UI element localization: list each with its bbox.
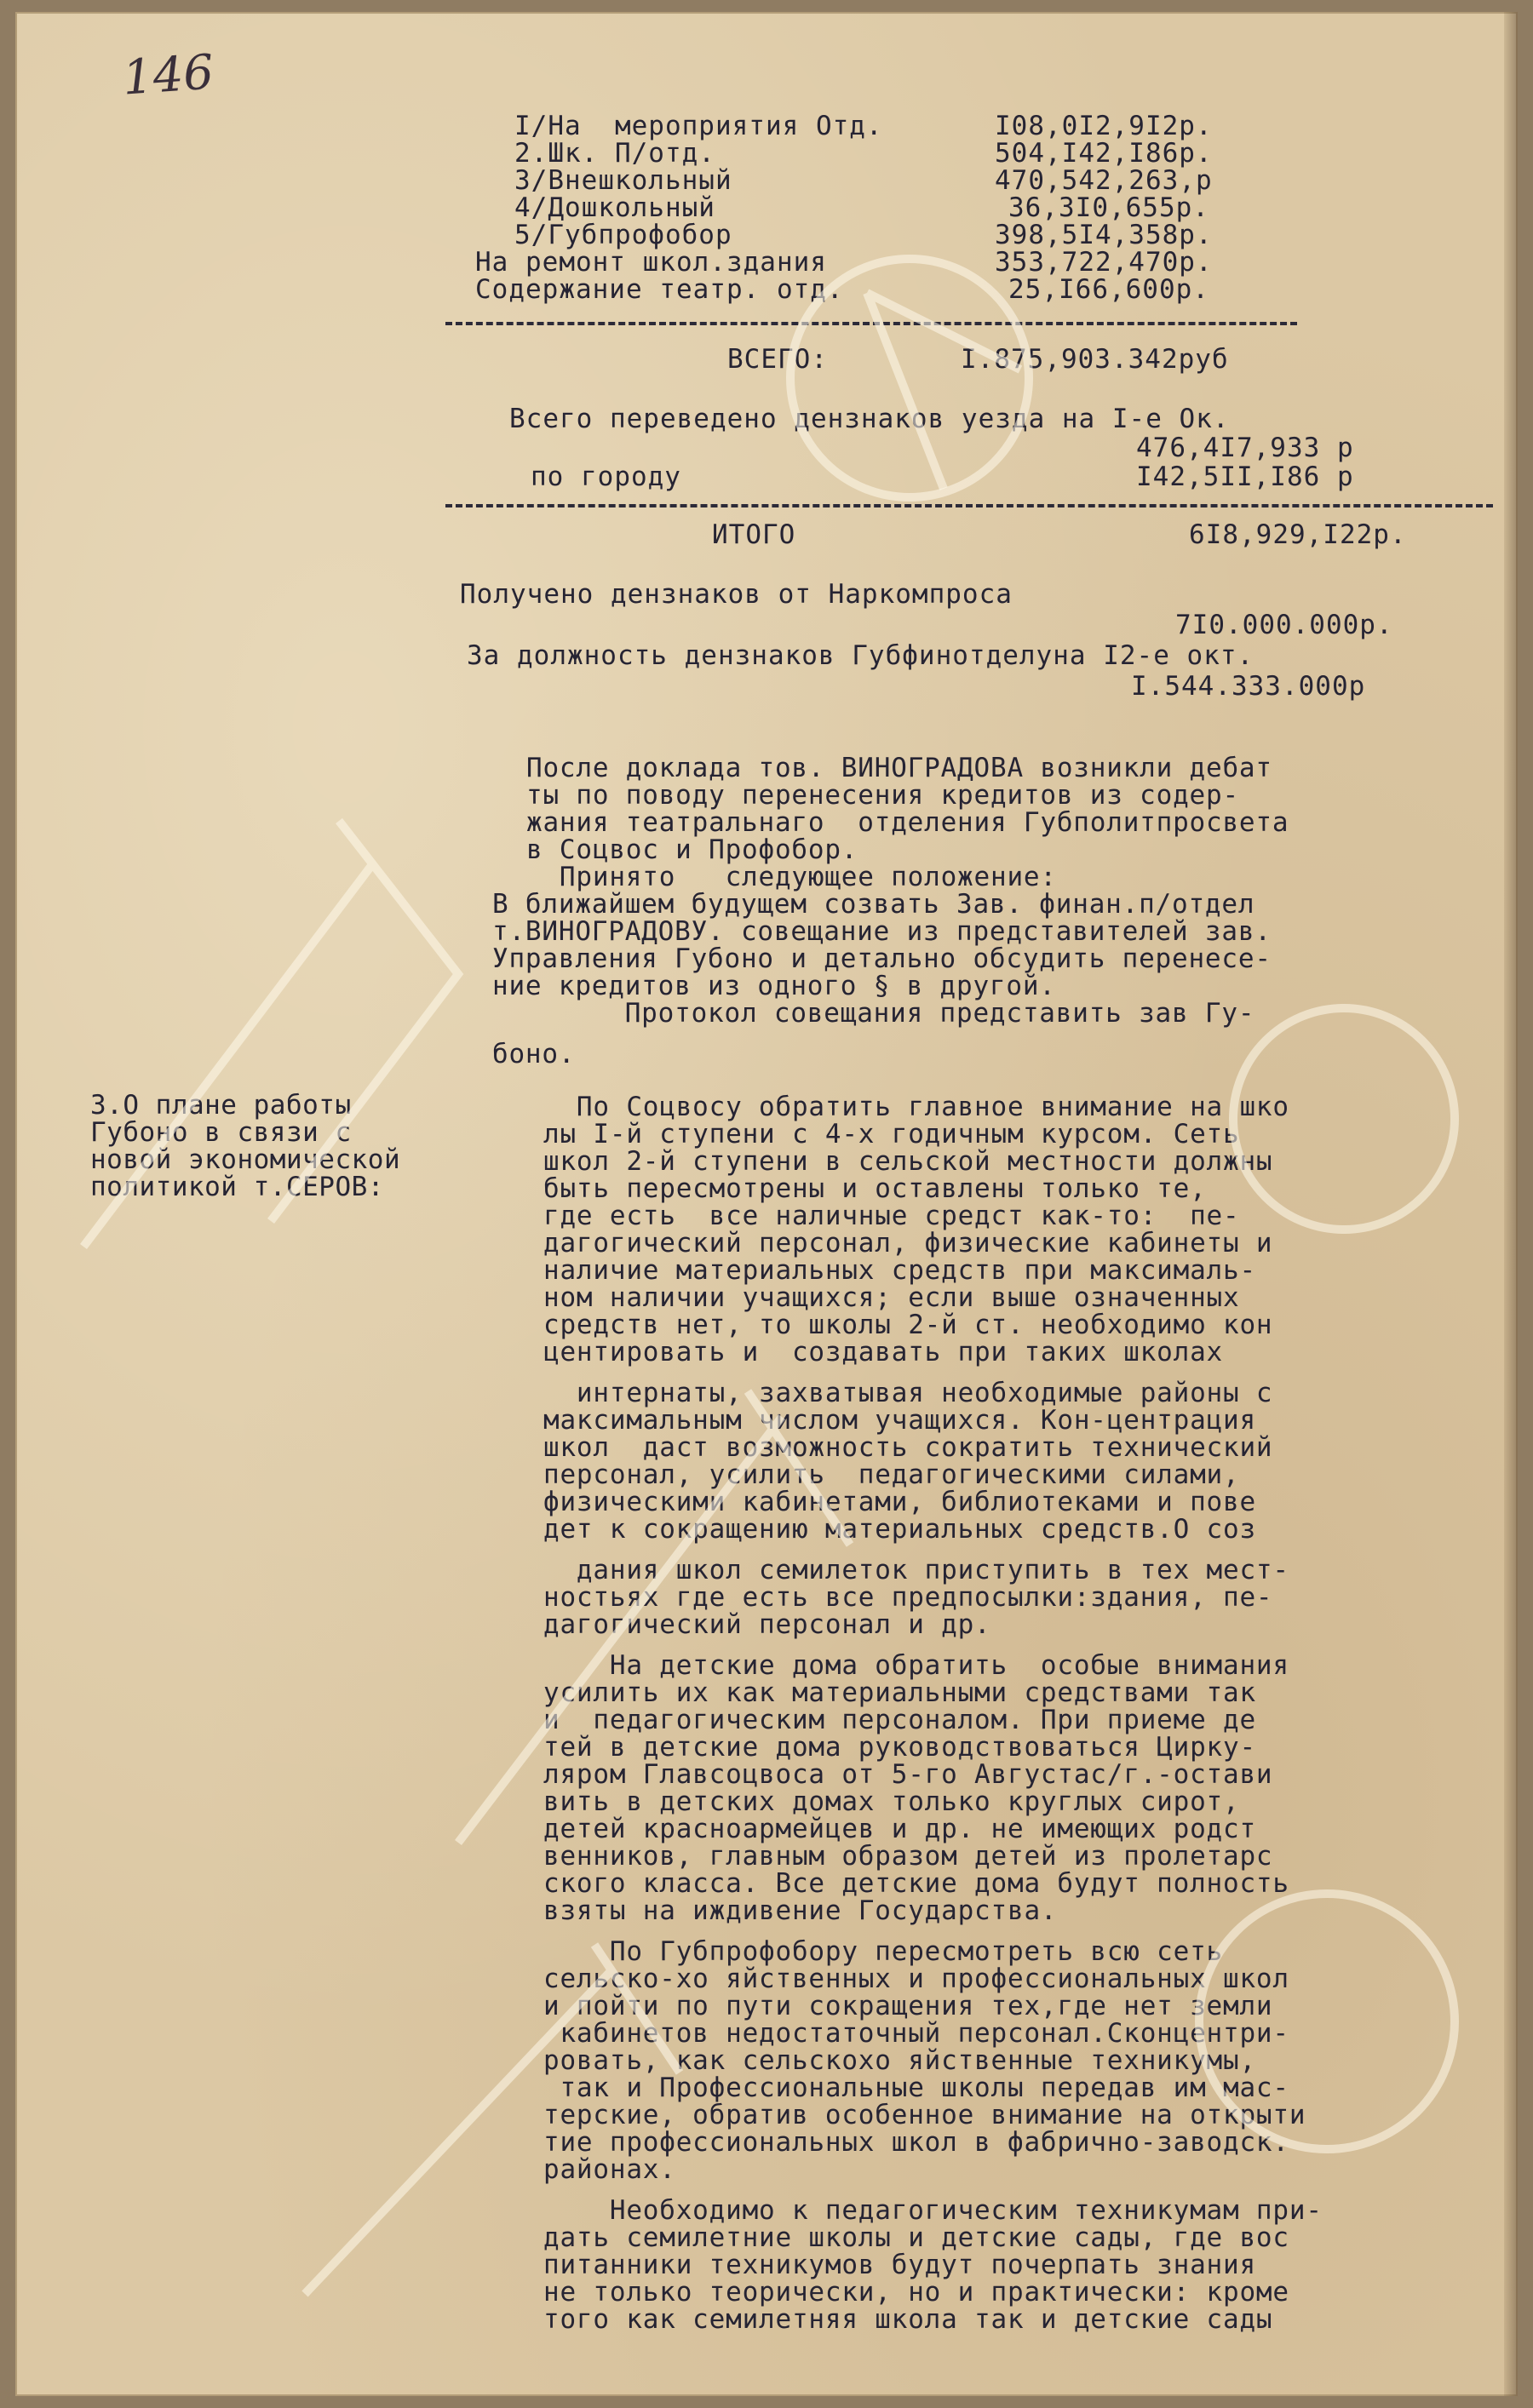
text-line: интернаты, захватывая необходимые районы с: [543, 1378, 1273, 1408]
text-line: быть пересмотрены и оставлены только те,: [543, 1173, 1207, 1204]
itogo-label: ИТОГО: [712, 519, 796, 550]
text-line: ностьях где есть все предпосылки:здания, пе-: [543, 1582, 1273, 1613]
text-line: дагогический персонал и др.: [543, 1609, 991, 1640]
budget-item-amount: 36,3I0,655р.: [1008, 192, 1209, 223]
text-line: Протокол совещания представить зав Гу-: [492, 998, 1255, 1029]
text-line: терские, обратив особенное внимание на открыти: [543, 2100, 1306, 2130]
margin-note-line: Губоно в связи с: [90, 1117, 352, 1148]
text-line: детей красноармейцев и др. не имеющих родст: [543, 1814, 1256, 1844]
text-line: По Губпрофобору пересмотреть всю сеть: [543, 1936, 1224, 1967]
budget-item-amount: 353,722,470р.: [995, 247, 1213, 278]
text-line: так и Профессиональные школы передав им мас-: [543, 2073, 1289, 2103]
text-line: дать семилетние школы и детские сады, где вос: [543, 2222, 1289, 2253]
text-line: того как семилетняя школа так и детские сады: [543, 2304, 1273, 2335]
budget-item-label: 3/Внешкольный: [514, 165, 732, 196]
transferred-uezd-amount: 476,4I7,933 р: [1136, 433, 1354, 463]
margin-note-line: новой экономической: [90, 1144, 401, 1175]
text-line: кабинетов недостаточный персонал.Сконцентри-: [543, 2018, 1289, 2049]
text-line: наличие материальных средств при максималь-: [543, 1255, 1256, 1286]
margin-note-line: политикой т.СЕРОВ:: [90, 1172, 384, 1202]
text-line: ном наличии учащихся; если выше означенных: [543, 1282, 1240, 1313]
budget-item-amount: 398,5I4,358р.: [995, 220, 1213, 250]
text-line: школ 2-й ступени в сельской местности должны: [543, 1146, 1273, 1177]
text-line: По Соцвосу обратить главное внимание на шко: [543, 1092, 1289, 1122]
debt-line: За должность дензнаков Губфинотделуна I2-е окт.: [467, 640, 1255, 671]
text-line: максимальным числом учащихся. Кон-центрация: [543, 1405, 1256, 1436]
text-line: в Соцвос и Профобор.: [526, 834, 858, 865]
text-line: В ближайшем будущем созвать Зав. финан.п/отдел: [492, 889, 1255, 920]
transferred-city-label: по городу: [531, 462, 681, 492]
total-amount: I.875,903.342руб: [961, 344, 1229, 375]
text-line: физическими кабинетами, библиотеками и пове: [543, 1487, 1256, 1517]
text-line: жания театральнаго отделения Губполитпросвета: [526, 807, 1289, 838]
debt-amount: I.544.333.000р: [1131, 671, 1366, 702]
divider-line: [445, 322, 1297, 325]
budget-item-label: На ремонт школ.здания: [475, 247, 827, 278]
text-line: т.ВИНОГРАДОВУ. совещание из представителей зав.: [492, 916, 1272, 947]
text-line: Необходимо к педагогическим техникумам при-: [543, 2195, 1323, 2226]
total-label: ВСЕГО:: [727, 344, 828, 375]
margin-note-line: 3.О плане работы: [90, 1090, 352, 1121]
text-line: тей в детские дома руководствоваться Цирку-: [543, 1732, 1256, 1763]
handwritten-page-number: 146: [120, 44, 216, 106]
received-amount: 7I0.000.000р.: [1175, 610, 1393, 640]
transferred-city-amount: I42,5II,I86 р: [1136, 462, 1354, 492]
text-line: ние кредитов из одного § в другой.: [492, 971, 1056, 1001]
text-line: тие профессиональных школ в фабрично-заводск.: [543, 2127, 1289, 2158]
budget-item-label: 5/Губпрофобор: [514, 220, 732, 250]
text-line: средств нет, то школы 2-й ст. необходимо кон: [543, 1310, 1273, 1340]
text-line: персонал, усилить педагогическими силами,: [543, 1459, 1240, 1490]
text-line: бонo.: [492, 1039, 576, 1069]
text-line: ляром Главсоцвоса от 5-го Августас/г.-остави: [543, 1759, 1273, 1790]
text-line: не только теорически, но и практически: кроме: [543, 2277, 1289, 2308]
budget-item-amount: I08,0I2,9I2р.: [995, 111, 1213, 141]
text-line: На детские дома обратить особые внимания: [543, 1650, 1289, 1681]
archival-document-page: [15, 12, 1518, 2396]
text-line: районах.: [543, 2154, 676, 2185]
text-line: дания школ семилеток приступить в тех мест-: [543, 1555, 1289, 1585]
text-line: дагогический персонал, физические кабинеты и: [543, 1228, 1273, 1258]
text-line: Управления Губоно и детально обсудить перенесе-: [492, 943, 1272, 974]
text-line: вить в детских домах только круглых сирот,: [543, 1786, 1240, 1817]
text-line: После доклада тов. ВИНОГРАДОВА возникли дебат: [526, 753, 1272, 783]
text-line: ского класса. Все детские дома будут полность: [543, 1868, 1289, 1899]
divider-line: [445, 504, 1493, 507]
text-line: венников, главным образом детей из пролетарс: [543, 1841, 1273, 1872]
budget-item-label: Содержание театр. отд.: [475, 274, 844, 305]
text-line: школ даст возможность сократить технический: [543, 1432, 1273, 1463]
text-line: Принято следующее положение:: [526, 862, 1057, 892]
text-line: усилить их как материальными средствами так: [543, 1677, 1256, 1708]
budget-item-amount: 504,I42,I86р.: [995, 138, 1213, 169]
text-line: ровать, как сельскохо яйственные техникумы,: [543, 2045, 1256, 2076]
text-line: где есть все наличные средст как-то: пе-: [543, 1201, 1240, 1231]
budget-item-amount: 25,I66,600р.: [1008, 274, 1209, 305]
text-line: дет к сокращению материальных средств.О соз: [543, 1514, 1256, 1545]
received-line: Получено дензнаков от Наркомпроса: [460, 579, 1013, 610]
itogo-amount: 6I8,929,I22р.: [1189, 519, 1407, 550]
text-line: ты по поводу перенесения кредитов из содер-: [526, 780, 1239, 811]
budget-item-amount: 470,542,263,р: [995, 165, 1213, 196]
text-line: лы I-й ступени с 4-х годичным курсом. Сеть: [543, 1119, 1240, 1150]
text-line: и педагогическим персоналом. При приеме де: [543, 1705, 1256, 1735]
text-line: сельско-хо яйственных и профессиональных школ: [543, 1964, 1289, 1994]
text-line: центировать и создавать при таких школах: [543, 1337, 1224, 1367]
transferred-line: Всего переведено дензнаков уезда на I-е Ок.: [509, 404, 1230, 434]
text-line: взяты на иждивение Государства.: [543, 1895, 1058, 1926]
text-line: и пойти по пути сокращения тех,где нет земли: [543, 1991, 1273, 2021]
budget-item-label: I/На мероприятия Отд.: [514, 111, 883, 141]
page-fold-shadow: [1504, 12, 1518, 2396]
budget-item-label: 2.Шк. П/отд.: [514, 138, 715, 169]
budget-item-label: 4/Дошкольный: [514, 192, 715, 223]
text-line: питанники техникумов будут почерпать знания: [543, 2250, 1256, 2280]
